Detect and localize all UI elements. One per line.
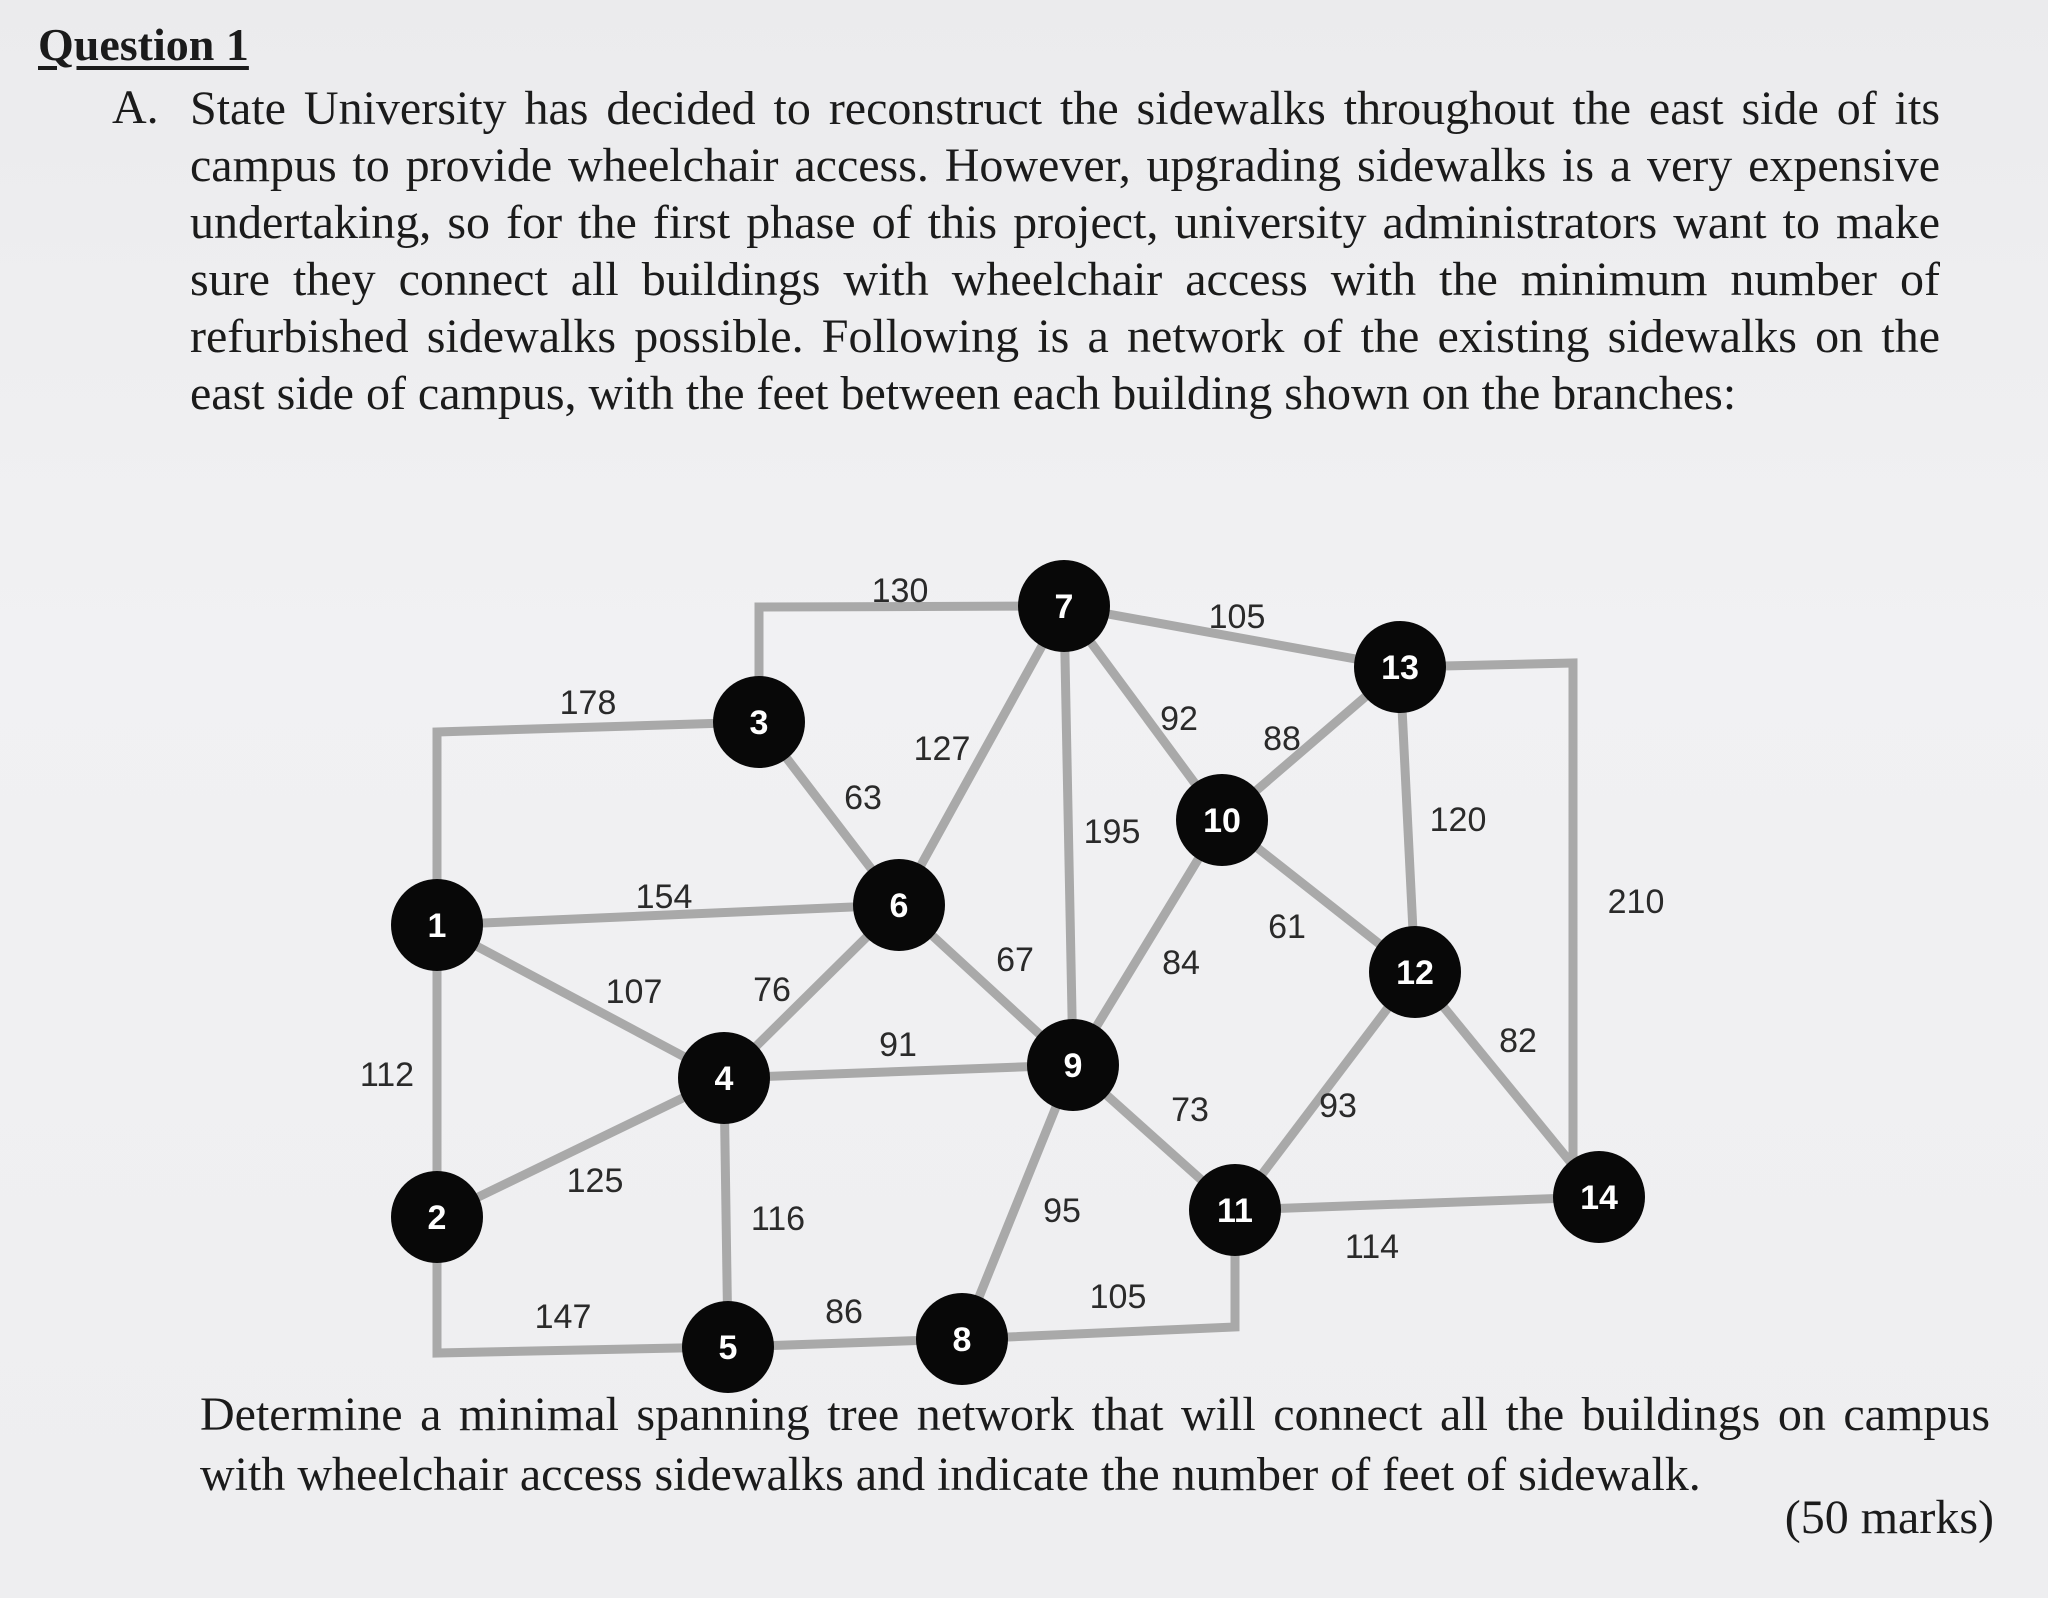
- edge-weight-3-6: 63: [844, 779, 882, 817]
- edge-weight-4-6: 76: [753, 971, 791, 1009]
- edge-weight-10-13: 88: [1263, 720, 1301, 758]
- edge-11-14: [1235, 1197, 1599, 1210]
- edge-weight-1-2: 112: [359, 1056, 415, 1094]
- edge-weight-5-8: 86: [825, 1293, 863, 1331]
- edge-weight-6-9: 67: [996, 941, 1034, 979]
- node-label-1: 1: [427, 907, 447, 945]
- task-statement: Determine a minimal spanning tree network that will connect all the buildings on campus with wheelchair access sidewalks and indicate the number of feet of sidewalk.: [200, 1388, 1990, 1501]
- edge-weight-3-7: 130: [871, 572, 929, 610]
- node-label-14: 14: [1580, 1179, 1618, 1217]
- edge-weight-6-7: 127: [913, 730, 971, 768]
- edge-weight-9-10: 84: [1162, 944, 1200, 982]
- edge-weight-12-14: 82: [1499, 1022, 1537, 1060]
- edge-7-9: [1064, 606, 1073, 1065]
- edge-weight-7-10: 92: [1160, 700, 1198, 738]
- edge-weight-11-14: 114: [1344, 1228, 1400, 1266]
- node-label-4: 4: [714, 1060, 734, 1098]
- node-8: [916, 1293, 1008, 1385]
- node-label-2: 2: [427, 1199, 447, 1237]
- edge-weight-8-11: 105: [1089, 1278, 1147, 1316]
- node-label-9: 9: [1063, 1047, 1083, 1085]
- node-7: [1018, 560, 1110, 652]
- node-label-13: 13: [1381, 649, 1419, 687]
- intro-paragraph: State University has decided to reconstruct the sidewalks throughout the east side of its campus to provide wheelchair access. However, upgrading sidewalks is a very expensive undertaking, so for the first phase of this project, university administrators want to make sure they connect all buildings with wheelchair access with the minimum number of refurbished sidewalks possible. Following is a network of the existing sidewalks on the east side of campus, with the feet between each building shown on the branches:: [190, 82, 1940, 420]
- node-9: [1027, 1019, 1119, 1111]
- marks-label: (50 marks): [1784, 1491, 1994, 1544]
- edge-weight-13-14: 210: [1607, 883, 1665, 921]
- edge-1-3: [437, 722, 759, 925]
- node-label-12: 12: [1396, 954, 1434, 992]
- node-label-5: 5: [718, 1329, 738, 1367]
- node-3: [713, 676, 805, 768]
- node-label-8: 8: [952, 1321, 972, 1359]
- node-13: [1354, 621, 1446, 713]
- node-12: [1369, 926, 1461, 1018]
- node-4: [678, 1032, 770, 1124]
- edge-4-9: [724, 1065, 1073, 1078]
- node-11: [1189, 1164, 1281, 1256]
- edge-1-4: [437, 925, 724, 1078]
- question-heading: Question 1: [38, 19, 249, 70]
- edge-weight-1-3: 178: [559, 684, 617, 722]
- edge-weight-7-13: 105: [1208, 598, 1266, 636]
- node-1: [391, 879, 483, 971]
- edge-weight-4-9: 91: [879, 1026, 917, 1064]
- edge-weight-11-12: 93: [1319, 1087, 1357, 1125]
- node-5: [682, 1301, 774, 1393]
- edge-weight-1-6: 154: [635, 878, 693, 916]
- edge-weight-2-4: 125: [566, 1162, 624, 1200]
- node-2: [391, 1171, 483, 1263]
- node-label-10: 10: [1203, 802, 1241, 840]
- edge-weight-1-4: 107: [605, 973, 663, 1011]
- node-14: [1553, 1151, 1645, 1243]
- edge-weight-8-9: 95: [1043, 1192, 1081, 1230]
- node-label-11: 11: [1217, 1192, 1253, 1230]
- edge-weight-9-11: 73: [1171, 1091, 1209, 1129]
- sidewalk-network-diagram: [340, 540, 1680, 1400]
- edge-weight-7-9: 195: [1083, 813, 1141, 851]
- part-label: A.: [112, 81, 159, 134]
- node-10: [1176, 774, 1268, 866]
- edge-3-7: [759, 606, 1064, 722]
- node-label-3: 3: [749, 704, 769, 742]
- node-label-6: 6: [889, 887, 909, 925]
- edge-weight-10-12: 61: [1268, 908, 1306, 946]
- edge-weight-4-5: 116: [750, 1200, 806, 1238]
- node-label-7: 7: [1054, 588, 1074, 626]
- edge-weight-12-13: 120: [1429, 801, 1487, 839]
- node-6: [853, 859, 945, 951]
- edge-weight-2-5: 147: [534, 1298, 592, 1336]
